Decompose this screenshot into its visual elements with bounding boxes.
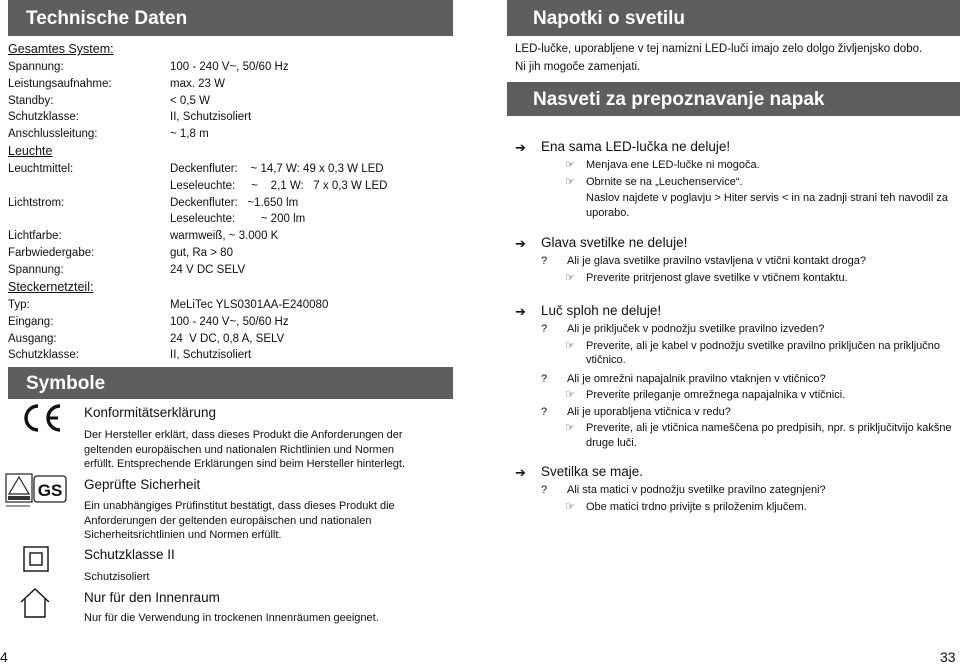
indoor-use-icon	[18, 586, 52, 625]
system-spec-value: 100 - 240 V~, 50/60 Hz	[170, 61, 289, 73]
system-spec-value: < 0,5 W	[170, 94, 210, 107]
leuchte-header: Leuchte	[8, 144, 53, 158]
system-spec-label: Leistungsaufnahme:	[8, 77, 112, 90]
check-question: Ali je glava svetilke pravilno vstavljena v vtični kontakt droga?	[567, 255, 866, 267]
page-number-right: 33	[940, 649, 956, 665]
symbol-title-schutzklasse: Schutzklasse II	[84, 547, 175, 562]
napotki-header	[507, 0, 960, 36]
napotki-title: Napotki o svetilu	[533, 8, 686, 29]
question-mark-icon: ?	[541, 484, 548, 496]
system-spec-label: Spannung:	[8, 61, 64, 73]
protection-class-ii-icon	[23, 546, 49, 577]
solution-text: Naslov najdete v poglavju > Hiter servis < in na zadnji strani teh navodil za uporabo.	[586, 192, 948, 219]
problem-title: Glava svetilke ne deluje!	[541, 235, 688, 250]
leuchte-spec-value: Deckenfluter: ~ 14,7 W: 49 x 0,3 W LED	[170, 163, 384, 175]
intro-line-1: LED-lučke, uporabljene v tej namizni LED-luči imajo zelo dolgo življenjsko dobo.	[515, 43, 923, 55]
system-spec-value: max. 23 W	[170, 77, 225, 90]
stecker-spec-label: Typ:	[8, 299, 30, 311]
problem-title: Ena sama LED-lučka ne deluje!	[541, 139, 731, 154]
pointing-hand-icon: ☞	[565, 500, 575, 513]
solution-text: Preverite, ali je vtičnica nameščena po predpisih, npr. s priključitvijo kakšne druge luči.	[586, 422, 952, 449]
problem-title: Luč sploh ne deluje!	[541, 303, 662, 318]
pointing-hand-icon: ☞	[565, 271, 575, 284]
symbole-title: Symbole	[26, 373, 106, 394]
leuchte-spec-value: Leseleuchte: ~ 200 lm	[170, 213, 306, 226]
nasveti-header	[507, 82, 960, 116]
stecker-spec-label: Eingang:	[8, 315, 54, 328]
leuchte-spec-value: Leseleuchte: ~ 2,1 W: 7 x 0,3 W LED	[170, 179, 388, 192]
symbol-text-gepruefte: Ein unabhängiges Prüfinstitut bestätigt, dass dieses Produkt die Anforderungen der geltenden europäischen und nationalen Sicherheitsrichtlinien und Normen erfüllt.	[84, 500, 395, 542]
leuchte-spec-value: 24 V DC SELV	[170, 263, 246, 276]
leuchte-spec-label: Spannung:	[8, 263, 64, 276]
system-spec-value: ~ 1,8 m	[170, 128, 209, 141]
technische-daten-header	[8, 0, 453, 36]
problem-title: Svetilka se maje.	[541, 464, 644, 479]
page-number-left: 4	[0, 649, 8, 665]
gs-mark-icon	[4, 470, 70, 517]
stecker-spec-label: Ausgang:	[8, 332, 57, 345]
leuchte-spec-label: Farbwiedergabe:	[8, 247, 95, 259]
arrow-icon: ➔	[515, 236, 526, 251]
symbol-text-schutzklasse: Schutzisoliert	[84, 571, 150, 583]
question-mark-icon: ?	[541, 372, 548, 385]
stecker-spec-label: Schutzklasse:	[8, 349, 79, 362]
check-question: Ali je uporabljena vtičnica v redu?	[567, 405, 731, 418]
technische-daten-title: Technische Daten	[26, 8, 188, 29]
solution-text: Preverite prileganje omrežnega napajalnika v vtičnici.	[586, 389, 846, 401]
system-spec-label: Standby:	[8, 94, 54, 107]
question-mark-icon: ?	[541, 255, 548, 267]
symbol-title-gepruefte: Geprüfte Sicherheit	[84, 477, 201, 492]
solution-text: Obe matici trdno privijte s priloženim ključem.	[586, 500, 807, 513]
pointing-hand-icon: ☞	[565, 159, 575, 171]
ce-mark-icon	[20, 402, 66, 439]
arrow-icon: ➔	[515, 140, 526, 155]
pointing-hand-icon: ☞	[565, 175, 575, 188]
leuchte-spec-label: Lichtstrom:	[8, 196, 65, 209]
leuchte-spec-label: Leuchtmittel:	[8, 163, 74, 175]
intro-line-2: Ni jih mogoče zamenjati.	[515, 61, 641, 73]
stecker-spec-value: II, Schutzisoliert	[170, 349, 252, 362]
symbol-title-konformitaet: Konformitätserklärung	[84, 405, 217, 420]
symbol-text-konformitaet: Der Hersteller erklärt, dass dieses Produkt die Anforderungen der geltenden europäischen und nationalen Richtlinien und Normen erfüllt. Entsprechende Erklärungen sind beim Hersteller hinterlegt.	[84, 429, 405, 471]
system-spec-label: Schutzklasse:	[8, 111, 79, 124]
check-question: Ali je priključek v podnožju svetilke pravilno izveden?	[567, 323, 825, 335]
pointing-hand-icon: ☞	[565, 339, 575, 352]
system-spec-label: Anschlussleitung:	[8, 128, 98, 141]
question-mark-icon: ?	[541, 323, 548, 335]
arrow-icon: ➔	[515, 465, 526, 480]
question-mark-icon: ?	[541, 405, 548, 418]
leuchte-spec-value: warmweiß, ~ 3.000 K	[170, 230, 279, 243]
solution-text: Menjava ene LED-lučke ni mogoča.	[586, 159, 760, 171]
symbol-title-innenraum: Nur für den Innenraum	[84, 590, 220, 605]
pointing-hand-icon: ☞	[565, 389, 575, 401]
steckernetzteil-header: Steckernetzteil:	[8, 280, 94, 294]
leuchte-spec-value: Deckenfluter: ~1.650 lm	[170, 196, 299, 209]
pointing-hand-icon: ☞	[565, 422, 575, 434]
svg-text:GS: GS	[37, 481, 63, 500]
leuchte-spec-label: Lichtfarbe:	[8, 230, 62, 243]
symbol-text-innenraum: Nur für die Verwendung in trockenen Innenräumen geeignet.	[84, 612, 379, 624]
stecker-spec-value: 24 V DC, 0,8 A, SELV	[170, 332, 285, 345]
leuchte-spec-value: gut, Ra > 80	[170, 247, 233, 259]
solution-text: Preverite pritrjenost glave svetilke v vtičnem kontaktu.	[586, 271, 848, 284]
arrow-icon: ➔	[515, 304, 526, 319]
stecker-spec-value: 100 - 240 V~, 50/60 Hz	[170, 315, 289, 328]
system-spec-value: II, Schutzisoliert	[170, 111, 252, 124]
solution-text: Preverite, ali je kabel v podnožju svetilke pravilno priključen na priključno vtičnico.	[586, 339, 941, 367]
solution-text: Obrnite se na „Leuchenservice“.	[586, 175, 743, 188]
gesamtes-system-header: Gesamtes System:	[8, 42, 114, 56]
nasveti-title: Nasveti za prepoznavanje napak	[533, 89, 825, 110]
check-question: Ali je omrežni napajalnik pravilno vtaknjen v vtičnico?	[567, 372, 826, 385]
stecker-spec-value: MeLiTec YLS0301AA-E240080	[170, 299, 329, 311]
check-question: Ali sta matici v podnožju svetilke pravilno zategnjeni?	[567, 484, 826, 496]
symbole-header	[8, 367, 453, 399]
